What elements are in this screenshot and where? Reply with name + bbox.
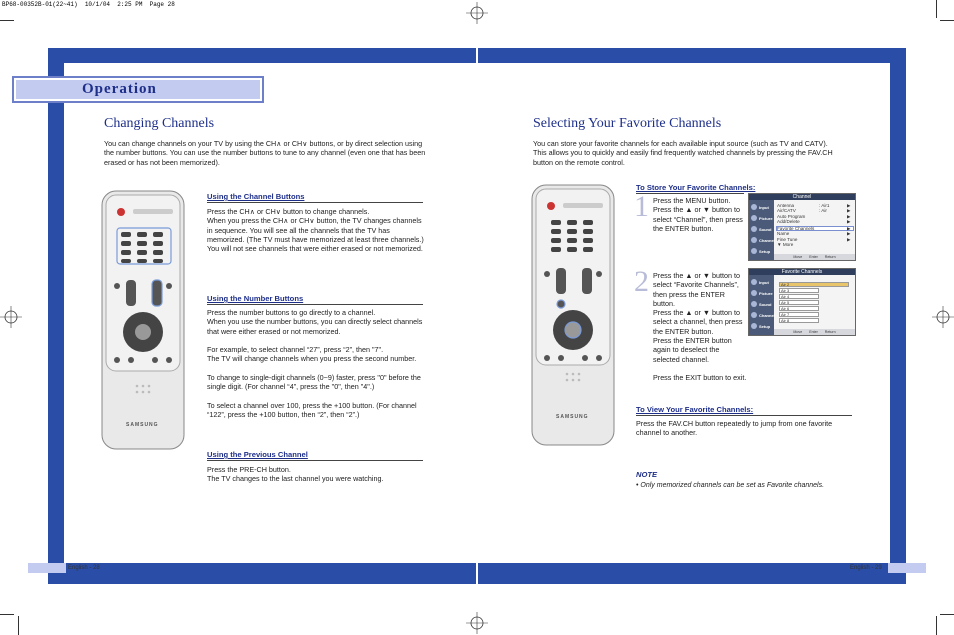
- note-text: • Only memorized channels can be set as Favorite channels.: [636, 482, 825, 489]
- view-favorites-text: Press the FAV.CH button repeatedly to jump from one favorite channel to another.: [636, 419, 833, 438]
- crop-mark: [940, 614, 954, 615]
- divider: [636, 193, 744, 194]
- page-tab-right: [888, 563, 926, 573]
- right-intro: You can store your favorite channels for each available input source (such as TV and CATV). This allows you to quickly and easily find frequently watched channels by pressing the FAV.CH button on the remote control.: [533, 139, 833, 167]
- print-header: BP68-00352B-01(22~41) 10/1/04 2:25 PM Page 28: [2, 1, 175, 8]
- using-channel-buttons-text: Press the CH∧ or CH∨ button to change channels. When you press the CH∧ or CH∨ button, the TV changes channels in sequence. You will see all the channels that the TV has memorized. (The TV must have memorized at least three channels.) You will not see channels that were either erased or not memorized.: [207, 207, 424, 254]
- remote-control-image: [531, 184, 615, 446]
- crop-mark: [936, 0, 937, 18]
- crop-mark: [940, 20, 954, 21]
- step-number-2: 2: [634, 265, 649, 298]
- divider: [207, 460, 423, 461]
- step-2-text: Press the ▲ or ▼ button to select “Favorite Channels”, then press the ENTER button. Press the ▲ or ▼ button to select a channel, then press the ENTER button. Press the ENTER button again to deselect the selected channel. Press the EXIT button to exit.: [653, 271, 747, 383]
- step-1-text: Press the MENU button. Press the ▲ or ▼ button to select “Channel”, then press the ENTER button.: [653, 196, 743, 233]
- channel-menu-screen: Channel Input Picture Sound Channel Setup Antenna : Air1 ▶ Air/CATV : Air ▶ Auto Program ▶ Add/Delete ▶ Favorite Channels ▶ Name ▶ Fine Tune ▶ ▼ More Move Enter Return: [748, 193, 856, 261]
- using-previous-channel-title: Using the Previous Channel: [207, 450, 308, 459]
- divider: [207, 202, 423, 203]
- remote-control-image: [101, 190, 185, 450]
- left-page-title: Changing Channels: [104, 116, 215, 131]
- crop-mark: [0, 614, 14, 615]
- registration-mark-left: [0, 306, 22, 328]
- using-number-buttons-title: Using the Number Buttons: [207, 294, 304, 303]
- page-tab-left: [28, 563, 66, 573]
- registration-mark-top: [466, 2, 488, 24]
- favorite-channels-screen: Favorite Channels Input Picture Sound Channel Setup Air 2 Air 3 Air 4 Air 5 Air 6 Air 7 Air 8 Move Enter Return: [748, 268, 856, 336]
- crop-mark: [0, 20, 14, 21]
- crop-mark: [18, 616, 19, 635]
- using-number-buttons-text: Press the number buttons to go directly to a channel. When you use the number buttons, you can directly select channels that were either erased or not memorized. For example, to select channel “27”, press “2”, then "7". The TV will change channels when you press the second number. To change to single-digit channels (0~9) faster, press "0" before the single digit. (For channel “4”, press the "0", then "4".) To select a channel over 100, press the +100 button. (For channel “122”, press the +100 button, then “2”, then “2”.): [207, 308, 423, 420]
- crop-mark: [936, 616, 937, 635]
- view-favorites-title: To View Your Favorite Channels:: [636, 405, 754, 414]
- right-page-title: Selecting Your Favorite Channels: [533, 116, 722, 131]
- remote-brand: SAMSUNG: [556, 414, 589, 420]
- osd-title: Favorite Channels: [749, 269, 855, 275]
- page-number-left: English - 28: [68, 565, 100, 571]
- divider: [207, 304, 423, 305]
- divider: [636, 415, 852, 416]
- left-intro: You can change channels on your TV by using the CH∧ or CH∨ buttons, or by direct selection using the number buttons. You can use the number buttons to tune to any channel (even one that has been erased or has not been memorized).: [104, 139, 426, 167]
- registration-mark-bottom: [466, 612, 488, 634]
- using-channel-buttons-title: Using the Channel Buttons: [207, 192, 305, 201]
- store-favorites-title: To Store Your Favorite Channels:: [636, 183, 756, 192]
- page-number-right: English - 29: [850, 565, 882, 571]
- section-title: Operation: [82, 81, 157, 97]
- osd-title: Channel: [749, 194, 855, 200]
- registration-mark-right: [932, 306, 954, 328]
- remote-brand: SAMSUNG: [126, 422, 159, 428]
- note-title: NOTE: [636, 470, 658, 479]
- page-gutter: [476, 48, 478, 584]
- step-number-1: 1: [634, 190, 649, 223]
- using-previous-channel-text: Press the PRE-CH button. The TV changes to the last channel you were watching.: [207, 465, 384, 484]
